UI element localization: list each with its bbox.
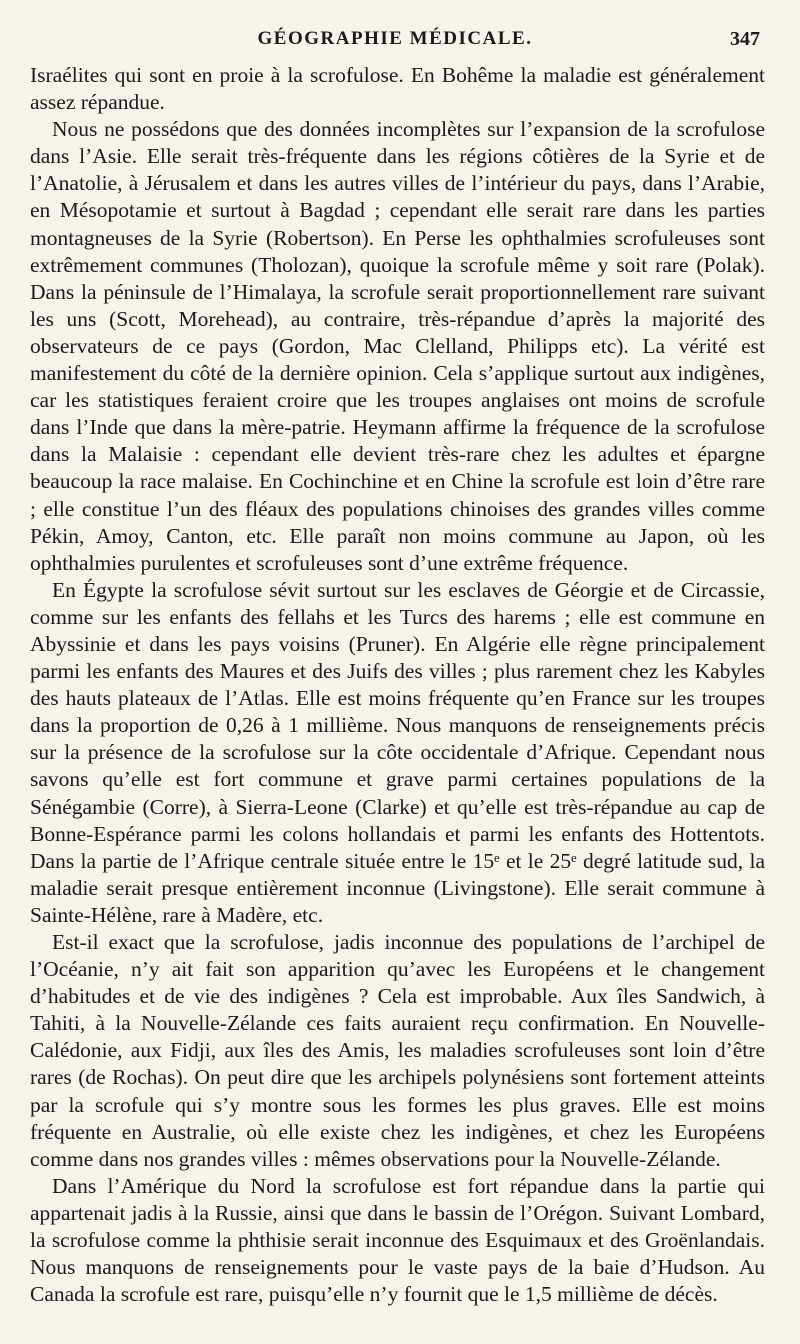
running-title: GÉOGRAPHIE MÉDICALE.: [257, 28, 533, 49]
paragraph: Dans l’Amérique du Nord la scrofulose est fort répandue dans la partie qui appartenait jadis à la Russie, ainsi que dans le bassin de l’Orégon. Suivant Lombard, la scrofulose comme la phthisie serait inconnue des Esquimaux et des Groënlandais. Nous manquons de renseignements pour le vaste pays de la baie d’Hudson. Au Canada la scrofule est rare, puisqu’elle n’y fournit que le 1,5 millième de décès.: [30, 1173, 765, 1307]
page-header: [30, 28, 760, 58]
paragraph: En Égypte la scrofulose sévit surtout sur les esclaves de Géorgie et de Circassie, comme sur les enfants des fellahs et les Turcs des harems ; elle est commune en Abyssinie et dans les pays voisins (Pruner). En Algérie elle règne principalement parmi les enfants des Maures et des Juifs des villes ; plus rarement chez les Kabyles des hauts plateaux de l’Atlas. Elle est moins fréquente qu’en France sur les troupes dans la proportion de 0,26 à 1 millième. Nous manquons de renseignements précis sur la présence de la scrofulose sur la côte occidentale d’Afrique. Cependant nous savons qu’elle est fort commune et grave parmi certaines populations de la Sénégambie (Corre), à Sierra-Leone (Clarke) et qu’elle est très-répandue au cap de Bonne-Espérance parmi les colons hollandais et parmi les enfants des Hottentots. Dans la partie de l’Afrique centrale située entre le 15ᵉ et le 25ᵉ degré latitude sud, la maladie serait presque entièrement inconnue (Livingstone). Elle serait commune à Sainte-Hélène, rare à Madère, etc.: [30, 577, 765, 927]
page-number: 347: [730, 28, 760, 50]
paragraph: Est-il exact que la scrofulose, jadis inconnue des populations de l’archipel de l’Océanie, n’y ait fait son apparition qu’avec les Européens et le changement d’habitudes et de vie des indigènes ? Cela est improbable. Aux îles Sandwich, à Tahiti, à la Nouvelle-Zélande ces faits auraient reçu confirmation. En Nouvelle-Calédonie, aux Fidji, aux îles des Amis, les maladies scrofuleuses sont loin d’être rares (de Rochas). On peut dire que les archipels polynésiens sont fortement atteints par la scrofule qui s’y montre sous les formes les plus graves. Elle est moins fréquente en Australie, où elle existe chez les indigènes, et chez les Européens comme dans nos grandes villes : mêmes observations pour la Nouvelle-Zélande.: [30, 930, 765, 1171]
body-text: [30, 62, 765, 1308]
paragraph: Israélites qui sont en proie à la scrofulose. En Bohême la maladie est généralement assez répandue.: [30, 63, 765, 115]
paragraph: Nous ne possédons que des données incomplètes sur l’expansion de la scrofulose dans l’Asie. Elle serait très-fréquente dans les régions côtières de la Syrie et de l’Anatolie, à Jérusalem et dans les autres villes de l’intérieur du pays, dans l’Arabie, en Mésopotamie et surtout à Bagdad ; cependant elle serait rare dans les parties montagneuses de la Syrie (Robertson). En Perse les ophthalmies scrofuleuses sont extrêmement communes (Tholozan), quoique la scrofule même y soit rare (Polak). Dans la péninsule de l’Himalaya, la scrofule serait proportionnellement rare suivant les uns (Scott, Morehead), au contraire, très-répandue d’après la majorité des observateurs de ce pays (Gordon, Mac Clelland, Philipps etc). La vérité est manifestement du côté de la dernière opinion. Cela s’applique surtout aux indigènes, car les statistiques feraient croire que les troupes anglaises ont moins de scrofule dans l’Inde que dans la mère-patrie. Heymann affirme la fréquence de la scrofulose dans la Malaisie : cependant elle devient très-rare chez les adultes et épargne beaucoup la race malaise. En Cochinchine et en Chine la scrofule est loin d’être rare ; elle constitue l’un des fléaux des populations chinoises des grandes villes comme Pékin, Amoy, Canton, etc. Elle paraît non moins commune au Japon, où les ophthalmies purulentes et scrofuleuses sont d’une extrême fréquence.: [30, 117, 765, 575]
